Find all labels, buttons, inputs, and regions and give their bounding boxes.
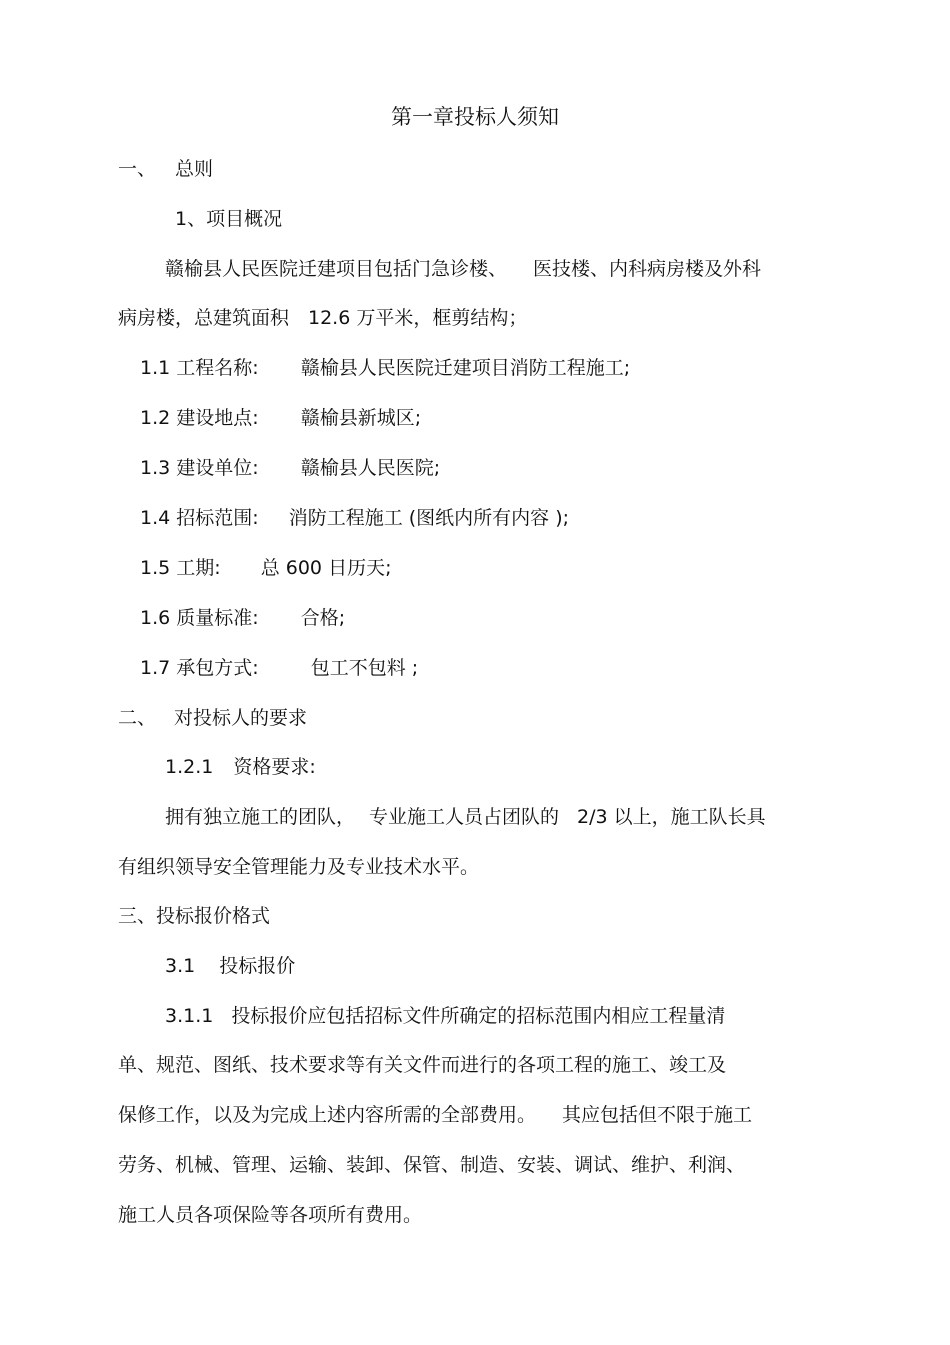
bid-price-paragraph-line-1 [165,1004,725,1028]
bid-price-text-a: 保修工作，以及为完成上述内容所需的全部费用。 [118,1104,537,1126]
subsection-bid-price [165,954,295,978]
bid-price-paragraph-line-2: 单、规范、图纸、技术要求等有关文件而进行的各项工程的施工、竣工及 [118,1054,727,1076]
item-label: 承包方式: [176,657,259,679]
overview-text-b: 医技楼、内科病房楼及外科 [533,258,762,280]
item-number: 1.7 [140,657,171,679]
overview-paragraph-line-2: 病房楼，总建筑面积 12.6 万平米，框剪结构； [118,307,528,329]
section-2-heading [118,706,307,730]
qualification-text-c: 2/3 以上，施工队长具 [577,806,766,828]
section-2-number: 二、 [118,707,157,729]
item-value: 赣榆县人民医院; [300,457,441,479]
section-3-heading: 三、投标报价格式 [118,905,271,927]
item-value: 赣榆县人民医院迁建项目消防工程施工; [300,357,631,379]
item-label: 工程名称: [176,357,259,379]
item-label: 工期: [176,557,221,579]
overview-paragraph-line-1 [165,257,761,281]
clause-text: 投标报价应包括招标文件所确定的招标范围内相应工程量清 [231,1005,726,1027]
item-label: 建设地点: [176,407,259,429]
item-1-2 [140,406,421,430]
item-1-1 [140,356,630,380]
overview-text-a: 赣榆县人民医院迁建项目包括门急诊楼、 [165,258,508,280]
item-value: 总 600 日历天; [260,557,392,579]
subsection-label: 资格要求: [233,756,316,778]
section-2-title: 对投标人的要求 [174,707,308,729]
page-title: 第一章投标人须知 [391,105,559,129]
bid-price-paragraph-line-3 [118,1103,752,1127]
section-1-number: 一、 [118,158,157,180]
bid-price-text-b: 其应包括但不限于施工 [562,1104,753,1126]
item-number: 1.4 [140,507,171,529]
item-value: 消防工程施工 (图纸内所有内容 ); [288,507,570,529]
subsection-label: 投标报价 [219,955,296,977]
subsection-number: 1.2.1 [165,756,214,778]
qualification-text-b: 专业施工人员占团队的 [369,806,560,828]
item-value: 合格; [300,607,346,629]
qualification-text-a: 拥有独立施工的团队， [165,806,356,828]
item-value: 包工不包料 ; [310,657,419,679]
subsection-project-overview: 1、项目概况 [175,208,283,230]
bid-price-paragraph-line-4: 劳务、机械、管理、运输、装卸、保管、制造、安装、调试、维护、利润、 [118,1154,746,1176]
bid-price-paragraph-line-5: 施工人员各项保险等各项所有费用。 [118,1204,423,1226]
item-1-4 [140,506,569,530]
item-number: 1.5 [140,557,171,579]
qualification-paragraph-line-1 [165,805,766,829]
item-label: 招标范围: [176,507,259,529]
item-1-5 [140,556,391,580]
item-number: 1.6 [140,607,171,629]
section-1-title: 总则 [175,158,214,180]
item-1-6 [140,606,345,630]
subsection-number: 3.1 [165,955,196,977]
item-label: 建设单位: [176,457,259,479]
clause-number: 3.1.1 [165,1005,214,1027]
section-1-heading [118,157,213,181]
subsection-qualification [165,755,316,779]
item-number: 1.3 [140,457,171,479]
item-1-3 [140,456,440,480]
item-1-7 [140,656,418,680]
qualification-paragraph-line-2: 有组织领导安全管理能力及专业技术水平。 [118,856,480,878]
item-value: 赣榆县新城区; [300,407,422,429]
item-number: 1.1 [140,357,171,379]
item-label: 质量标准: [176,607,259,629]
item-number: 1.2 [140,407,171,429]
